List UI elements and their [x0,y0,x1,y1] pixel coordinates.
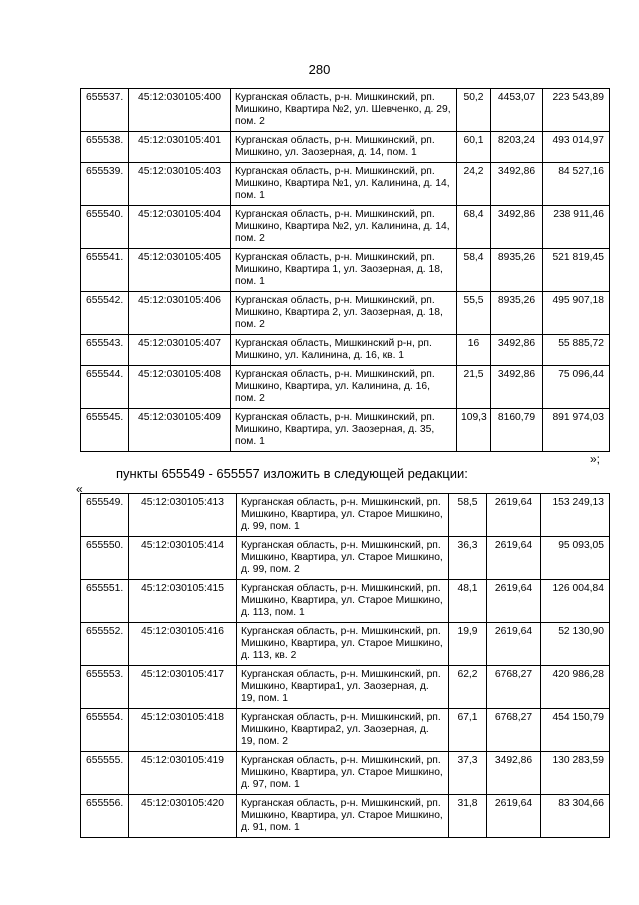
cadastral-value-cell: 223 543,89 [543,89,610,132]
cadastral-value-cell: 238 911,46 [543,206,610,249]
cadastral-number-cell: 45:12:030105:406 [129,292,231,335]
cadastral-number-cell: 45:12:030105:420 [129,795,237,838]
table-row [81,292,610,335]
unit-price-cell: 4453,07 [491,89,543,132]
area-cell: 19,9 [449,623,487,666]
table-row [81,335,610,366]
cadastral-value-cell: 153 249,13 [541,494,610,537]
table-row [81,366,610,409]
address-cell: Курганская область, р-н. Мишкинский, рп. Мишкино, Квартира, ул. Старое Мишкино, д. 97, пом. 1 [237,752,449,795]
area-cell: 62,2 [449,666,487,709]
address-cell: Курганская область, Мишкинский р-н, рп. Мишкино, ул. Калинина, д. 16, кв. 1 [231,335,457,366]
cadastral-number-cell: 45:12:030105:417 [129,666,237,709]
row-number-cell: 655538. [81,132,129,163]
address-cell: Курганская область, р-н. Мишкинский, рп. Мишкино, Квартира, ул. Заозерная, д. 35, пом. 1 [231,409,457,452]
row-number-cell: 655539. [81,163,129,206]
address-cell: Курганская область, р-н. Мишкинский, рп. Мишкино, Квартира, ул. Старое Мишкино, д. 113, пом. 1 [237,580,449,623]
table-row [81,795,610,838]
unit-price-cell: 3492,86 [491,206,543,249]
table-row [81,249,610,292]
table-row [81,409,610,452]
unit-price-cell: 3492,86 [487,752,541,795]
cadastral-number-cell: 45:12:030105:400 [129,89,231,132]
address-cell: Курганская область, р-н. Мишкинский, рп. Мишкино, Квартира 2, ул. Заозерная, д. 18, пом. 2 [231,292,457,335]
area-cell: 109,3 [457,409,491,452]
area-cell: 16 [457,335,491,366]
unit-price-cell: 2619,64 [487,795,541,838]
table-row [81,666,610,709]
unit-price-cell: 6768,27 [487,666,541,709]
address-cell: Курганская область, р-н. Мишкинский, рп. Мишкино, Квартира, ул. Старое Мишкино, д. 91, пом. 1 [237,795,449,838]
page-number: 280 [308,62,331,77]
cadastral-number-cell: 45:12:030105:409 [129,409,231,452]
address-cell: Курганская область, р-н. Мишкинский, рп. Мишкино, Квартира, ул. Старое Мишкино, д. 113, кв. 2 [237,623,449,666]
row-number-cell: 655556. [81,795,129,838]
address-cell: Курганская область, р-н. Мишкинский, рп. Мишкино, Квартира, ул. Старое Мишкино, д. 99, пом. 1 [237,494,449,537]
unit-price-cell: 2619,64 [487,623,541,666]
table-row [81,206,610,249]
cadastral-value-cell: 130 283,59 [541,752,610,795]
cadastral-number-cell: 45:12:030105:416 [129,623,237,666]
area-cell: 24,2 [457,163,491,206]
table-row [81,752,610,795]
cadastral-value-cell: 454 150,79 [541,709,610,752]
unit-price-cell: 3492,86 [491,163,543,206]
table-row [81,709,610,752]
area-cell: 50,2 [457,89,491,132]
address-cell: Курганская область, р-н. Мишкинский, рп. Мишкино, Квартира1, ул. Заозерная, д. 19, пом. 1 [237,666,449,709]
area-cell: 58,5 [449,494,487,537]
cadastral-number-cell: 45:12:030105:404 [129,206,231,249]
row-number-cell: 655553. [81,666,129,709]
area-cell: 37,3 [449,752,487,795]
row-number-cell: 655549. [81,494,129,537]
unit-price-cell: 8160,79 [491,409,543,452]
cadastral-value-cell: 55 885,72 [543,335,610,366]
area-cell: 58,4 [457,249,491,292]
cadastral-number-cell: 45:12:030105:401 [129,132,231,163]
row-number-cell: 655550. [81,537,129,580]
cadastral-number-cell: 45:12:030105:415 [129,580,237,623]
area-cell: 55,5 [457,292,491,335]
cadastral-number-cell: 45:12:030105:403 [129,163,231,206]
row-number-cell: 655540. [81,206,129,249]
area-cell: 67,1 [449,709,487,752]
property-table-upper [80,88,610,452]
cadastral-number-cell: 45:12:030105:413 [129,494,237,537]
cadastral-value-cell: 521 819,45 [543,249,610,292]
opening-quote-mark: « [76,482,83,496]
row-number-cell: 655544. [81,366,129,409]
unit-price-cell: 8935,26 [491,292,543,335]
cadastral-number-cell: 45:12:030105:407 [129,335,231,366]
cadastral-number-cell: 45:12:030105:414 [129,537,237,580]
cadastral-value-cell: 891 974,03 [543,409,610,452]
cadastral-value-cell: 95 093,05 [541,537,610,580]
property-table-lower [80,493,610,838]
area-cell: 21,5 [457,366,491,409]
table-row [81,132,610,163]
address-cell: Курганская область, р-н. Мишкинский, рп. Мишкино, Квартира №1, ул. Калинина, д. 14, пом. 1 [231,163,457,206]
row-number-cell: 655542. [81,292,129,335]
cadastral-value-cell: 75 096,44 [543,366,610,409]
area-cell: 60,1 [457,132,491,163]
area-cell: 48,1 [449,580,487,623]
row-number-cell: 655537. [81,89,129,132]
table-row [81,580,610,623]
address-cell: Курганская область, р-н. Мишкинский, рп. Мишкино, Квартира №2, ул. Шевченко, д. 29, пом. 2 [231,89,457,132]
cadastral-value-cell: 126 004,84 [541,580,610,623]
table-row [81,537,610,580]
cadastral-number-cell: 45:12:030105:419 [129,752,237,795]
cadastral-number-cell: 45:12:030105:418 [129,709,237,752]
table-row [81,494,610,537]
row-number-cell: 655543. [81,335,129,366]
amendment-instruction: пункты 655549 - 655557 изложить в следующей редакции: [116,466,468,481]
address-cell: Курганская область, р-н. Мишкинский, рп. Мишкино, Квартира, ул. Калинина, д. 16, пом. 2 [231,366,457,409]
area-cell: 68,4 [457,206,491,249]
unit-price-cell: 6768,27 [487,709,541,752]
area-cell: 36,3 [449,537,487,580]
cadastral-value-cell: 83 304,66 [541,795,610,838]
unit-price-cell: 8935,26 [491,249,543,292]
row-number-cell: 655551. [81,580,129,623]
unit-price-cell: 8203,24 [491,132,543,163]
unit-price-cell: 2619,64 [487,537,541,580]
unit-price-cell: 2619,64 [487,580,541,623]
cadastral-value-cell: 493 014,97 [543,132,610,163]
cadastral-value-cell: 84 527,16 [543,163,610,206]
unit-price-cell: 2619,64 [487,494,541,537]
closing-quote-mark: »; [590,452,601,466]
cadastral-number-cell: 45:12:030105:408 [129,366,231,409]
cadastral-value-cell: 420 986,28 [541,666,610,709]
address-cell: Курганская область, р-н. Мишкинский, рп. Мишкино, Квартира2, ул. Заозерная, д. 19, пом. 2 [237,709,449,752]
row-number-cell: 655554. [81,709,129,752]
area-cell: 31,8 [449,795,487,838]
table-row [81,163,610,206]
unit-price-cell: 3492,86 [491,366,543,409]
address-cell: Курганская область, р-н. Мишкинский, рп. Мишкино, Квартира №2, ул. Калинина, д. 14, пом. 2 [231,206,457,249]
row-number-cell: 655545. [81,409,129,452]
unit-price-cell: 3492,86 [491,335,543,366]
address-cell: Курганская область, р-н. Мишкинский, рп. Мишкино, ул. Заозерная, д. 14, пом. 1 [231,132,457,163]
cadastral-number-cell: 45:12:030105:405 [129,249,231,292]
row-number-cell: 655541. [81,249,129,292]
row-number-cell: 655552. [81,623,129,666]
table-row [81,89,610,132]
table-row [81,623,610,666]
cadastral-value-cell: 495 907,18 [543,292,610,335]
address-cell: Курганская область, р-н. Мишкинский, рп. Мишкино, Квартира, ул. Старое Мишкино, д. 99, пом. 2 [237,537,449,580]
address-cell: Курганская область, р-н. Мишкинский, рп. Мишкино, Квартира 1, ул. Заозерная, д. 18, пом. 1 [231,249,457,292]
cadastral-value-cell: 52 130,90 [541,623,610,666]
row-number-cell: 655555. [81,752,129,795]
